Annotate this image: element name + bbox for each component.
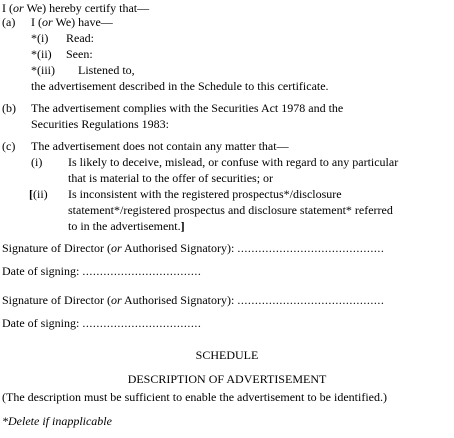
footnote-text: *Delete if inapplicable: [2, 414, 112, 428]
date-line-1: [2, 264, 201, 278]
item-c-ii-line-1: Is inconsistent with the registered prospectus*/disclosure: [68, 187, 342, 201]
date-label-2: Date of signing:: [2, 316, 83, 330]
item-a-lead-or: or: [42, 15, 53, 29]
schedule-subheading: DESCRIPTION OF ADVERTISEMENT: [127, 372, 327, 386]
item-a-lead: [31, 15, 113, 29]
item-c-ii-close-bracket: ]: [180, 219, 185, 233]
date-blank-1[interactable]: ..................................: [82, 264, 202, 278]
signature-line-2: [2, 293, 384, 307]
intro-line: [2, 1, 149, 15]
item-c-ii-marker: (ii): [33, 187, 48, 201]
schedule-heading: SCHEDULE: [195, 348, 259, 362]
item-a-sub-text-1: Read:: [66, 31, 94, 45]
item-a-number: (a): [2, 15, 16, 29]
item-a-lead-pre: I (: [31, 15, 42, 29]
signature-label-pre-1: Signature of Director (: [2, 241, 111, 255]
item-b-line-2: Securities Regulations 1983:: [31, 117, 169, 131]
date-label-1: Date of signing:: [2, 264, 83, 278]
intro-text-pre: I (: [2, 1, 13, 15]
item-c-ii-line-3-text: to in the advertisement.: [68, 219, 181, 233]
signature-label-or-1: or: [110, 241, 122, 255]
intro-text-or: or: [13, 1, 24, 15]
item-a-sub-marker-1: *(i): [31, 31, 49, 45]
signature-label-or-2: or: [110, 293, 122, 307]
signature-label-post-2: Authorised Signatory):: [121, 293, 238, 307]
signature-label-post-1: Authorised Signatory):: [121, 241, 238, 255]
item-c-ii-open-bracket: [: [29, 187, 33, 201]
item-c-ii-line-2: statement*/registered prospectus and disclosure statement* referred: [68, 203, 393, 217]
signature-line-1: [2, 241, 384, 255]
schedule-note: (The description must be sufficient to enable the advertisement to be identified.): [2, 390, 387, 404]
date-line-2: [2, 316, 201, 330]
item-c-ii-line-3: [68, 219, 185, 233]
item-a-sub-text-3: Listened to,: [78, 63, 135, 77]
item-a-sub-text-2: Seen:: [66, 47, 93, 61]
date-blank-2[interactable]: ..................................: [82, 316, 202, 330]
item-a-lead-post: We) have—: [52, 15, 113, 29]
signature-blank-2[interactable]: ..........................................: [237, 293, 385, 307]
item-c-i-line-2: that is material to the offer of securities; or: [68, 171, 274, 185]
footnote: [2, 414, 112, 428]
item-b-number: (b): [2, 101, 16, 115]
item-a-sub-marker-3: *(iii): [31, 63, 55, 77]
item-c-i-line-1: Is likely to deceive, mislead, or confuse with regard to any particular: [68, 155, 399, 169]
item-c-number: (c): [2, 139, 16, 153]
item-c-ii-marker-group: [29, 187, 48, 201]
item-b-line-1: The advertisement complies with the Securities Act 1978 and the: [31, 101, 344, 115]
item-c-i-marker: (i): [31, 155, 43, 169]
item-a-sub-marker-2: *(ii): [31, 47, 52, 61]
item-c-lead: The advertisement does not contain any matter that—: [31, 139, 289, 153]
signature-blank-1[interactable]: ..........................................: [237, 241, 385, 255]
item-a-closing: the advertisement described in the Schedule to this certificate.: [31, 79, 329, 93]
signature-label-pre-2: Signature of Director (: [2, 293, 111, 307]
intro-text-post: We) hereby certify that—: [23, 1, 150, 15]
